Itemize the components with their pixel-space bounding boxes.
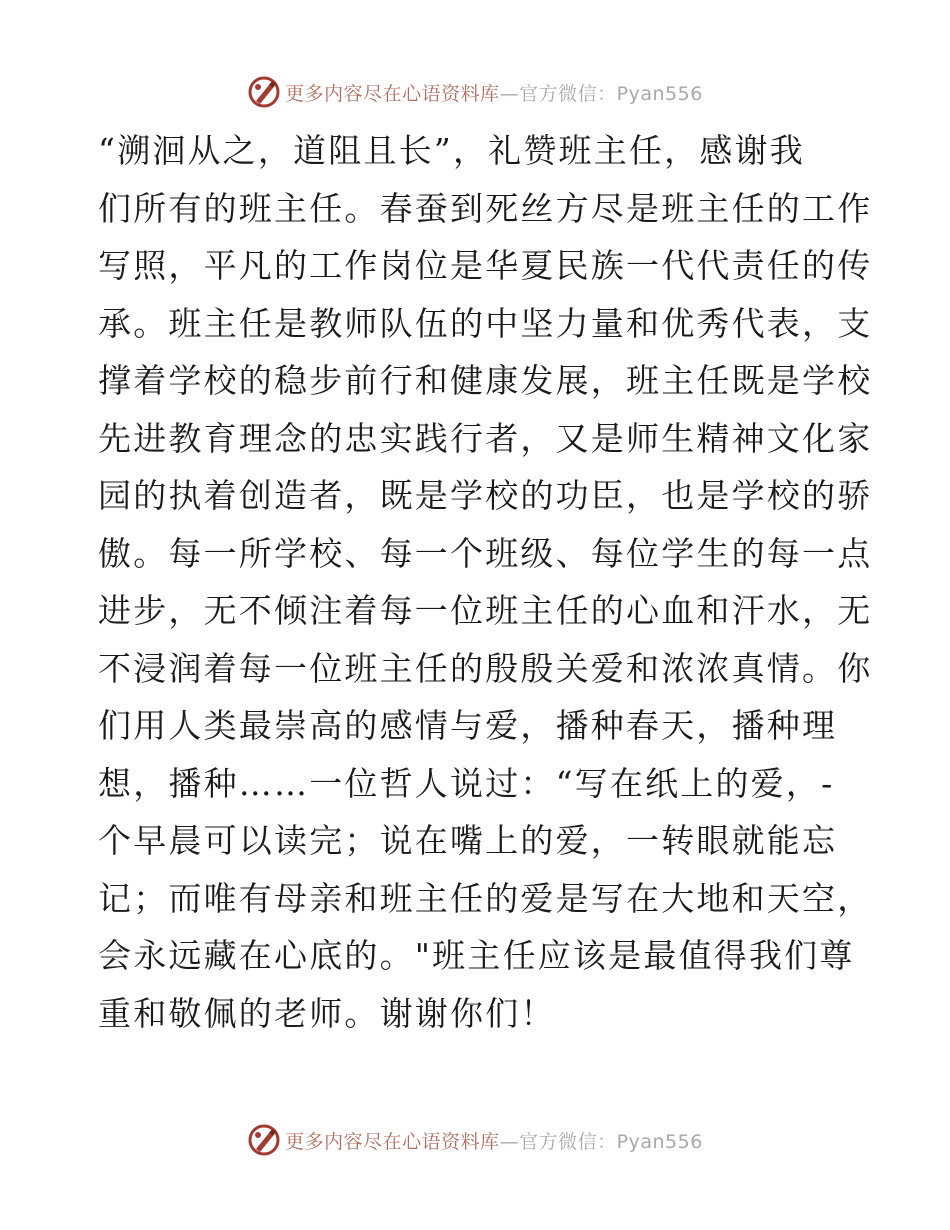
text-line: 不浸润着每一位班主任的殷殷关爱和浓浓真情。你 [98,648,873,688]
text-line: 们所有的班主任。春蚕到死丝方尽是班主任的工作 [98,188,873,228]
header-banner-main: 更多内容尽在心语资料库 [285,82,500,105]
text-line: 先进教育理念的忠实践行者，又是师生精神文化家 [98,418,873,458]
text-line: 傲。每一所学校、每一个班级、每位学生的每一点 [98,533,873,573]
text-line: “溯洄从之，道阻且长”，礼赞班主任，感谢我 [98,131,805,170]
text-line: 会永远藏在心底的。"班主任应该是最值得我们尊 [98,936,855,975]
text-line: 写照，平凡的工作岗位是华夏民族一代代责任的传 [98,246,873,285]
header-banner [0,72,950,112]
text-line: 重和敬佩的老师。谢谢你们！ [98,993,556,1033]
text-line: 个早晨可以读完；说在嘴上的爱，一转眼就能忘 [98,821,838,860]
text-line: 们用人类最崇高的感情与爱，播种春天，播种理 [98,706,838,745]
text-line: 进步，无不倾注着每一位班主任的心血和汗水，无 [98,591,873,630]
pen-logo-icon [247,75,281,109]
text-line: 承。班主任是教师队伍的中坚力量和优秀代表，支 [98,303,873,343]
footer-banner-text [285,1127,703,1154]
header-banner-inner [247,75,703,109]
footer-banner-dash: — [499,1130,520,1153]
text-line: 园的执着创造者，既是学校的功臣，也是学校的骄 [98,476,873,515]
footer-banner [0,1120,950,1160]
footer-banner-inner [247,1123,703,1157]
header-banner-wechat: 官方微信：Pyan556 [519,82,703,105]
body-paragraph [98,122,873,1042]
header-banner-text [285,79,703,106]
pen-logo-icon [247,1123,281,1157]
text-line: 想，播种……一位哲人说过：“写在纸上的爱，- [98,763,835,803]
text-line: 记；而唯有母亲和班主任的爱是写在大地和天空， [98,878,873,918]
footer-banner-main: 更多内容尽在心语资料库 [285,1130,500,1153]
footer-banner-wechat: 官方微信：Pyan556 [519,1130,703,1153]
header-banner-dash: — [499,82,520,105]
text-line: 撑着学校的稳步前行和健康发展，班主任既是学校 [98,361,873,400]
